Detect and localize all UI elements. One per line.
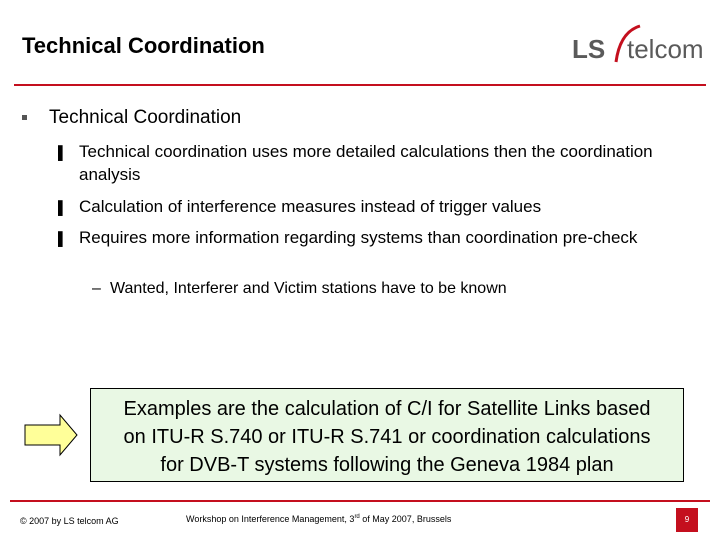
right-arrow-icon (24, 413, 78, 457)
ls-telcom-logo (572, 22, 710, 66)
footer-event (186, 514, 451, 524)
tag-bullet-icon: ▌ (58, 200, 68, 215)
callout-line: on ITU-R S.740 or ITU-R S.741 or coordination calculations (123, 426, 651, 448)
page-number: 9 (676, 508, 698, 532)
footer-event-prefix: Workshop on Interference Management, 3 (186, 514, 355, 524)
header-rule (14, 84, 706, 86)
slide-title: Technical Coordination (22, 33, 265, 58)
example-callout-box (90, 388, 684, 482)
footer-event-sup: rd (354, 514, 360, 520)
logo-ls-text: LS (572, 34, 606, 64)
footer-rule (10, 500, 710, 502)
dash-bullet-icon: – (92, 280, 101, 297)
bullet-level2-text: Technical coordination uses more detailed calculations then the coordination analysis (79, 142, 653, 184)
tag-bullet-icon: ▌ (58, 231, 68, 246)
logo-telcom-text: telcom (627, 34, 704, 64)
footer-event-suffix: of May 2007, Brussels (359, 514, 452, 524)
bullet-level2-text: Requires more information regarding systems than coordination pre-check (79, 228, 638, 247)
tag-bullet-icon: ▌ (58, 145, 68, 160)
square-bullet-icon (22, 115, 27, 120)
callout-line: for DVB-T systems following the Geneva 1984 plan (160, 454, 614, 476)
footer-copyright: © 2007 by LS telcom AG (20, 516, 119, 526)
bullet-level2-text: Calculation of interference measures instead of trigger values (79, 197, 542, 216)
callout-line: Examples are the calculation of C/I for Satellite Links based (123, 398, 651, 420)
bullet-level3-text: Wanted, Interferer and Victim stations have to be known (110, 280, 507, 297)
bullet-level1-text: Technical Coordination (49, 107, 242, 128)
